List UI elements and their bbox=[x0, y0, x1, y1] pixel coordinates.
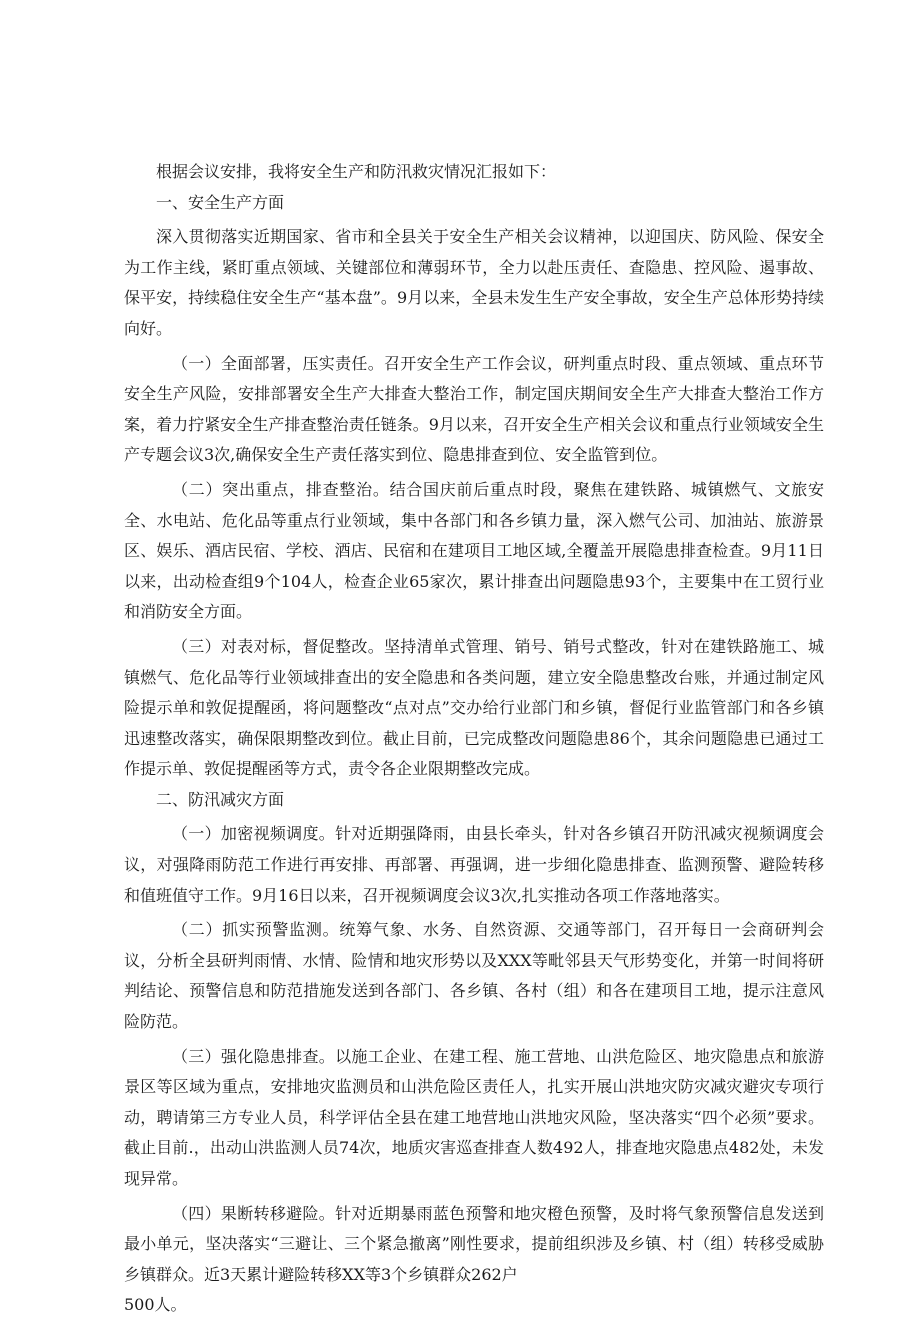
section2-item-4: （四）果断转移避险。针对近期暴雨蓝色预警和地灾橙色预警，及时将气象预警信息发送到最小单元，坚决落实“三避让、三个紧急撤离”刚性要求，提前组织涉及乡镇、村（组）转移受威胁乡镇群众。近3天累计避险转移XX等3个乡镇群众262户 bbox=[124, 1203, 824, 1284]
section1-item-3: （三）对表对标，督促整改。坚持清单式管理、销号、销号式整改，针对在建铁路施工、城镇燃气、危化品等行业领域排查出的安全隐患和各类问题，建立安全隐患整改台账，并通过制定风险提示单和敦促提醒函，将问题整改“点对点”交办给行业部门和乡镇，督促行业监管部门和各乡镇迅速整改落实，确保限期整改到位。截止目前，已完成整改问题隐患86个，其余问题隐患已通过工作提示单、敦促提醒函等方式，责令各企业限期整改完成。 bbox=[124, 636, 824, 779]
document-body bbox=[124, 157, 824, 1321]
section1-item-1: （一）全面部署，压实责任。召开安全生产工作会议，研判重点时段、重点领域、重点环节安全生产风险，安排部署安全生产大排查大整治工作，制定国庆期间安全生产大排查大整治工作方案，着力拧紧安全生产排查整治责任链条。9月以来，召开安全生产相关会议和重点行业领域安全生产专题会议3次,确保安全生产责任落实到位、隐患排查到位、安全监管到位。 bbox=[124, 353, 824, 465]
section2-item-2: （二）抓实预警监测。统筹气象、水务、自然资源、交通等部门，召开每日一会商研判会议，分析全县研判雨情、水情、险情和地灾形势以及XXX等毗邻县天气形势变化，并第一时间将研判结论、预警信息和防范措施发送到各部门、各乡镇、各村（组）和各在建项目工地，提示注意风险防范。 bbox=[124, 920, 824, 1032]
section2-item-3: （三）强化隐患排查。以施工企业、在建工程、施工营地、山洪危险区、地灾隐患点和旅游景区等区域为重点，安排地灾监测员和山洪危险区责任人，扎实开展山洪地灾防灾减灾避灾专项行动，聘请第三方专业人员，科学评估全县在建工地营地山洪地灾风险，坚决落实“四个必须”要求。截止目前.，出动山洪监测人员74次，地质灾害巡查排查人数492人，排查地灾隐患点482处，未发现异常。 bbox=[124, 1046, 824, 1188]
section1-summary: 深入贯彻落实近期国家、省市和全县关于安全生产相关会议精神，以迎国庆、防风险、保安全为工作主线，紧盯重点领域、关键部位和薄弱环节，全力以赴压责任、查隐患、控风险、遏事故、保平安，持续稳住安全生产“基本盘”。9月以来，全县未发生生产安全事故，安全生产总体形势持续向好。 bbox=[124, 227, 824, 338]
section1-item-2: （二）突出重点，排查整治。结合国庆前后重点时段，聚焦在建铁路、城镇燃气、文旅安全、水电站、危化品等重点行业领域，集中各部门和各乡镇力量，深入燃气公司、加油站、旅游景区、娱乐、酒店民宿、学校、酒店、民宿和在建项目工地区域,全覆盖开展隐患排查检查。9月11日以来，出动检查组9个104人，检查企业65家次，累计排查出问题隐患93个，主要集中在工贸行业和消防安全方面。 bbox=[124, 479, 824, 622]
section2-heading: 二、防汛减灾方面 bbox=[156, 789, 285, 809]
section2-tail: 500人。 bbox=[124, 1295, 187, 1315]
section2-item-1: （一）加密视频调度。针对近期强降雨，由县长牵头，针对各乡镇召开防汛减灾视频调度会议，对强降雨防范工作进行再安排、再部署、再强调，进一步细化隐患排查、监测预警、避险转移和值班值守工作。9月16日以来，召开视频调度会议3次,扎实推动各项工作落地落实。 bbox=[124, 824, 824, 905]
section1-heading: 一、安全生产方面 bbox=[156, 192, 285, 212]
intro-line: 根据会议安排，我将安全生产和防汛救灾情况汇报如下： bbox=[156, 162, 557, 181]
